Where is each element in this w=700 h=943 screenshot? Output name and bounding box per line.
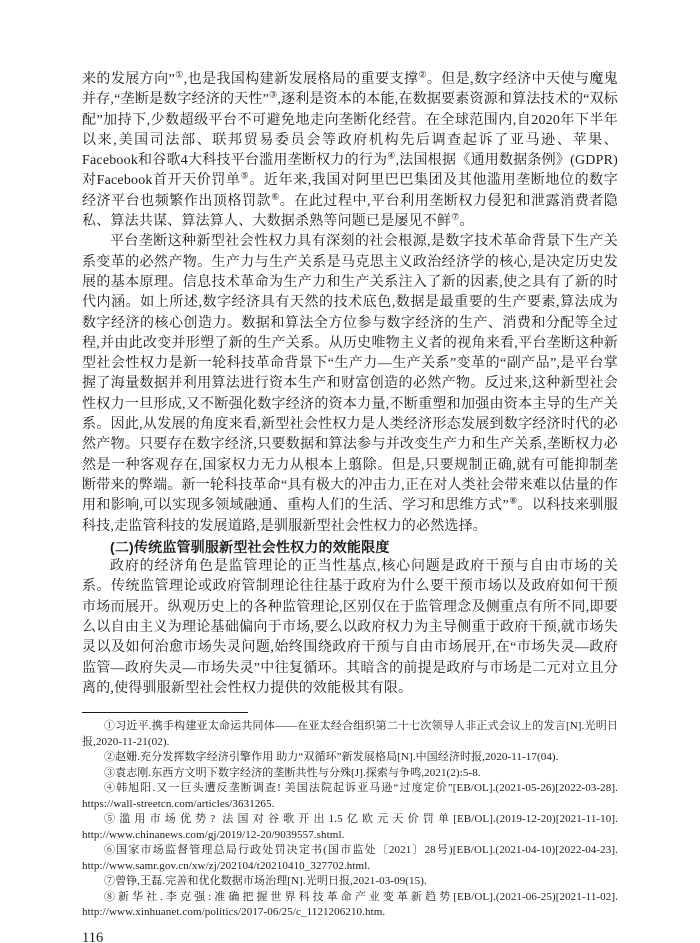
section-heading: (二)传统监管驯服新型社会性权力的效能限度 [110, 538, 390, 555]
body-paragraph: 来的发展方向”①,也是我国构建新发展格局的重要支撑②。但是,数字经济中天使与魔鬼并存,“垄断是数字经济的天性”③,逐利是资本的本能,在数据要素资源和算法技术的“双标配”加持下,少数超级平台不可避免地走向垄断化经营。在全球范围内,自2020年下半年以来,美国司法部、联邦贸易委员会等政府机构先后调查起诉了亚马逊、苹果、Facebook和谷歌4大科技平台滥用垄断权力的行为④,法国根据《通用数据条例》(GDPR)对Facebook首开天价罚单⑤。近年来,我国对阿里巴巴集团及其他滥用垄断地位的数字经济平台也频繁作出顶格罚款⑥。在此过程中,平台利用垄断权力侵犯和泄露消费者隐私、算法共谋、算法算人、大数据杀熟等问题已是屡见不鲜⑦。 [82, 69, 618, 230]
footnote-ref: ⑧ [508, 495, 518, 506]
footnote-ref: ⑥ [271, 191, 280, 202]
footnote-ref: ⑤ [240, 170, 250, 181]
footnote-ref: ④ [387, 150, 396, 161]
footnote: ③袁志刚.东西方文明下数字经济的垄断共性与分殊[J].探索与争鸣,2021(2):5-8. [104, 766, 481, 779]
footnotes-section [82, 719, 618, 921]
footnote-ref: ③ [269, 89, 278, 100]
footnote: ⑥国家市场监督管理总局行政处罚决定书(国市监处〔2021〕28号)[EB/OL].(2021-04-10)[2022-04-23]. http://www.samr.gov.cn/xw/zj/202104/t20210410_327702.html. [82, 844, 618, 872]
footnote: ④韩旭阳.又一巨头遭反垄断调查! 美国法院起诉亚马逊“过度定价”[EB/OL].(2021-05-26)[2022-03-28]. https://wall-streetcn.com/articles/3631265. [82, 782, 618, 810]
article-body [82, 70, 618, 699]
footnote-ref: ⑦ [451, 211, 460, 222]
footnote: ⑦曾铮,王磊.完善和优化数据市场治理[N].光明日报,2021-03-09(15). [104, 875, 427, 888]
footnote-separator [82, 712, 248, 713]
page-number: 116 [82, 929, 104, 943]
footnote: ⑧新华社.李克强:准确把握世界科技革命产业变革新趋势[EB/OL].(2021-06-25)[2021-11-02]. http://www.xinhuanet.com/politics/2017-06/25/c_1121206210.htm. [82, 890, 618, 919]
footnote: ②赵姗.充分发挥数字经济引擎作用 助力“双循环”新发展格局[N].中国经济时报,2020-11-17(04). [104, 751, 559, 764]
footnote: ⑤滥用市场优势? 法国对谷歌开出1.5亿欧元天价罚单[EB/OL].(2019-12-20)[2021-11-10]. http://www.chinanews.com/gj/2019/12-20/9039557.shtml. [82, 813, 618, 841]
body-paragraph: 平台垄断这种新型社会性权力具有深刻的社会根源,是数字技术革命背景下生产关系变革的必然产物。生产力与生产关系是马克思主义政治经济学的核心,是决定历史发展的基本原理。信息技术革命为生产力和生产关系注入了新的因素,使之具有了新的时代内涵。如上所述,数字经济具有天然的技术底色,数据是最重要的生产要素,算法成为数字经济的核心创造力。数据和算法全方位参与数字经济的生产、消费和分配等全过程,并由此改变并形塑了新的生产关系。从历史唯物主义者的视角来看,平台垄断这种新型社会性权力是新一轮科技革命背景下“生产力—生产关系”变革的“副产品”,是平台掌握了海量数据并利用算法进行资本生产和财富创造的必然产物。反过来,这种新型社会性权力一旦形成,又不断强化数字经济的资本力量,不断重塑和加强由资本主导的生产关系。因此,从发展的角度来看,新型社会性权力是人类经济形态发展到数字经济时代的必然产物。只要存在数字经济,只要数据和算法参与并改变生产力和生产关系,垄断权力必然是一种客观存在,国家权力无力从根本上翦除。但是,只要规制正确,就有可能抑制垄断带来的弊端。新一轮科技革命“具有极大的冲击力,正在对人类社会带来难以估量的作用和影响,可以实现多领域融通、重构人们的生活、学习和思维方式”⑧。以科技来驯服科技,走监管科技的发展道路,是驯服新型社会性权力的必然选择。 [82, 234, 618, 534]
body-paragraph: 政府的经济角色是监管理论的正当性基点,核心问题是政府干预与自由市场的关系。传统监管理论或政府管制理论往往基于政府为什么要干预市场以及政府如何干预市场而展开。纵观历史上的各种监管理论,区别仅在于监管理念及侧重点有所不同,即要么以自由主义为理论基础偏向于市场,要么以政府权力为主导侧重于政府干预,就市场失灵以及如何治愈市场失灵问题,始终围绕政府干预与自由市场展开,在“市场失灵—政府监管—政府失灵—市场失灵”中往复循环。其暗含的前提是政府与市场是二元对立且分离的,使得驯服新型社会性权力提供的效能极其有限。 [82, 559, 618, 696]
footnote: ①习近平.携手构建亚太命运共同体——在亚太经合组织第二十七次领导人非正式会议上的发言[N].光明日报,2020-11-21(02). [82, 720, 618, 748]
footnote-ref: ① [174, 69, 184, 80]
footnote-ref: ② [418, 69, 427, 80]
